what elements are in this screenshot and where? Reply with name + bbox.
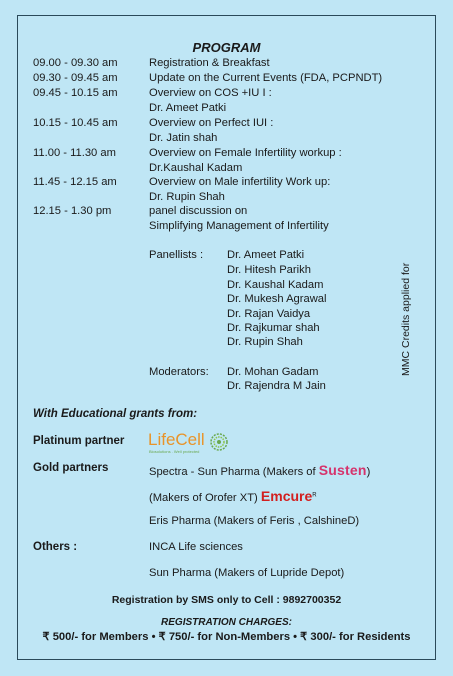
lifecell-circle-icon <box>209 432 229 452</box>
schedule-time: 09.30 - 09.45 am <box>33 72 118 84</box>
schedule-desc: Overview on Male infertility Work up: <box>149 176 331 188</box>
lifecell-logo <box>148 430 238 454</box>
moderator-name: Dr. Rajendra M Jain <box>227 380 326 392</box>
schedule-speaker: Dr. Rupin Shah <box>149 191 225 203</box>
sms-registration: Registration by SMS only to Cell : 9892700352 <box>111 594 342 606</box>
schedule-desc: Overview on Female Infertility workup : <box>149 147 342 159</box>
schedule-speaker: Dr. Ameet Patki <box>149 102 227 114</box>
platinum-label: Platinum partner <box>33 435 125 447</box>
schedule-speaker: Dr.Kaushal Kadam <box>149 162 243 174</box>
panellist-name: Dr. Rupin Shah <box>227 336 303 348</box>
spectra-text: Spectra - Sun Pharma (Makers of <box>149 466 319 478</box>
moderators-label: Moderators: <box>149 366 209 378</box>
schedule-time: 09.00 - 09.30 am <box>33 57 118 69</box>
emcure-logo: Emcure <box>260 488 313 504</box>
schedule-desc: Update on the Current Events (FDA, PCPNDT) <box>149 72 383 84</box>
schedule-desc: Registration & Breakfast <box>149 57 270 69</box>
others-label: Others : <box>33 541 78 553</box>
emcure-text: (Makers of Orofer XT) <box>149 492 258 504</box>
susten-logo: Susten <box>318 462 367 478</box>
mmc-credits-note: MMC Credits applied for <box>400 262 412 376</box>
gold-partner-spectra <box>149 462 370 478</box>
emcure-registered-mark: R <box>312 492 317 499</box>
registration-charges: ₹ 500/- for Members • ₹ 750/- for Non-Members • ₹ 300/- for Residents <box>42 631 411 643</box>
schedule-time: 11.00 - 11.30 am <box>33 147 116 159</box>
panellist-name: Dr. Ameet Patki <box>227 249 305 261</box>
schedule-desc: panel discussion on <box>149 205 248 217</box>
gold-partner-eris: Eris Pharma (Makers of Feris , CalshineD) <box>149 515 360 527</box>
schedule-desc: Overview on Perfect IUI : <box>149 117 274 129</box>
gold-label: Gold partners <box>33 462 109 474</box>
schedule-time: 11.45 - 12.15 am <box>33 176 117 188</box>
other-partner: Sun Pharma (Makers of Lupride Depot) <box>149 567 345 579</box>
lifecell-wordmark: LifeCell <box>148 430 205 449</box>
panellists-label: Panellists : <box>149 249 204 261</box>
schedule-time: 10.15 - 10.45 am <box>33 117 118 129</box>
grants-heading: With Educational grants from: <box>33 408 198 420</box>
program-title: PROGRAM <box>192 40 261 55</box>
registration-charges-title: REGISTRATION CHARGES: <box>161 617 292 628</box>
panellist-name: Dr. Rajan Vaidya <box>227 308 311 320</box>
other-partner: INCA Life sciences <box>149 541 243 553</box>
gold-partner-emcure <box>149 488 317 504</box>
schedule-desc: Overview on COS +IU I : <box>149 87 272 99</box>
panellist-name: Dr. Kaushal Kadam <box>227 279 324 291</box>
schedule-time: 12.15 - 1.30 pm <box>33 205 112 217</box>
spectra-close: ) <box>366 466 371 478</box>
moderator-name: Dr. Mohan Gadam <box>227 366 319 378</box>
lifecell-tagline: Biosolutions . Well protected <box>149 449 200 454</box>
schedule-time: 09.45 - 10.15 am <box>33 87 118 99</box>
schedule-desc: Simplifying Management of Infertility <box>149 220 329 232</box>
schedule-speaker: Dr. Jatin shah <box>149 132 218 144</box>
panellist-name: Dr. Mukesh Agrawal <box>227 293 327 305</box>
panellist-name: Dr. Rajkumar shah <box>227 322 320 334</box>
panellist-name: Dr. Hitesh Parikh <box>227 264 311 276</box>
